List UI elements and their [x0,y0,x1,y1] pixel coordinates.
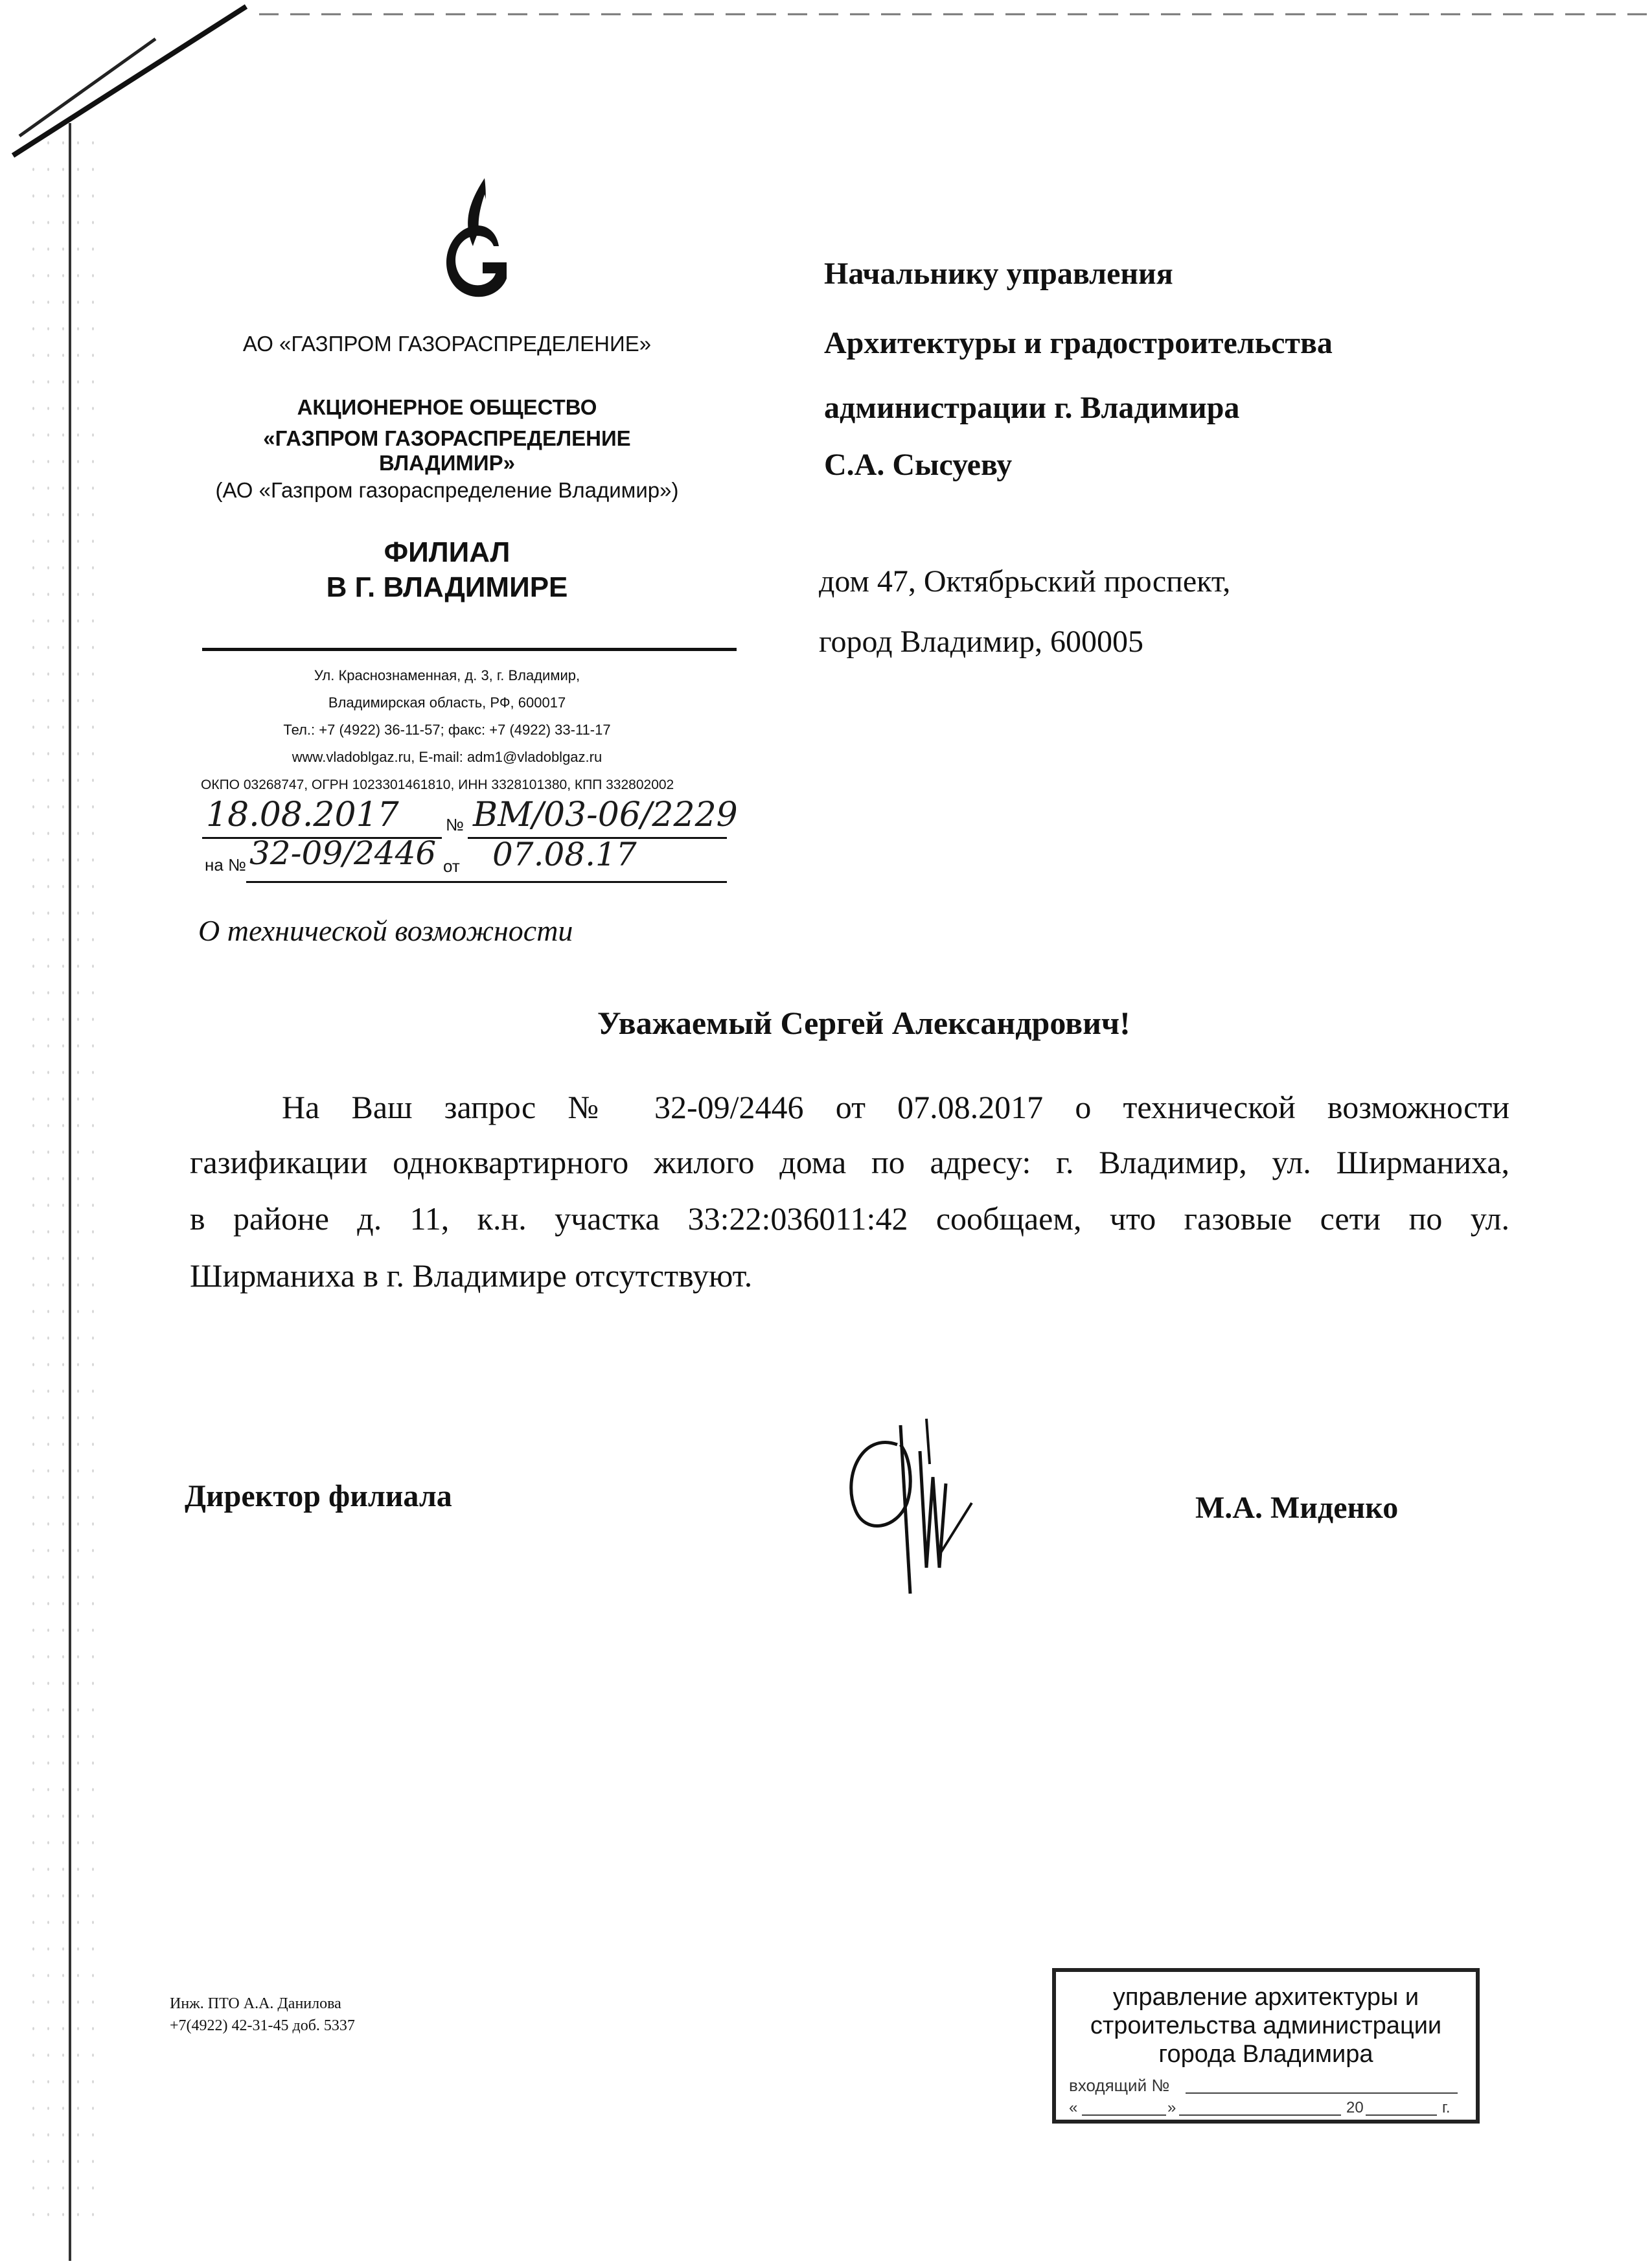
company-abbrev: (АО «Газпром газораспределение Владимир») [215,478,679,502]
signatory-name: М.А. Миденко [1195,1491,1399,1525]
body-line2: газификации одноквартирного жилого дома по адресу: г. Владимир, ул. Ширманиха, [190,1144,1509,1180]
scan-left-edge [69,123,71,2261]
stamp-date-close: » [1167,2099,1176,2116]
registration-no-label: № [446,815,464,834]
stamp-year-prefix: 20 [1346,2099,1364,2116]
signatory-position: Директор филиала [185,1479,452,1513]
letterhead-divider [202,648,737,651]
stamp-line2: строительства администрации [1090,2012,1442,2039]
stamp-date-open: « [1069,2099,1078,2116]
reference-line [246,881,727,883]
body-line4: Ширманиха в г. Владимире отсутствуют. [190,1257,753,1294]
phone-line: Тел.: +7 (4922) 36-11-57; факс: +7 (4922) 33-11-17 [283,722,611,738]
scan-noise [26,130,97,2235]
gazprom-flame-logo-icon [434,175,518,304]
stamp-line1: управление архитектуры и [1112,1984,1419,2011]
address-line2: Владимирская область, РФ, 600017 [328,694,566,711]
subject-line: О технической возможности [198,914,573,947]
executor-name: Инж. ПТО А.А. Данилова [170,1995,341,2012]
reference-number: 32-09/2446 [249,834,437,872]
addressee-line3: администрации г. Владимира [824,391,1240,425]
stamp-day-line [1082,2114,1166,2116]
joint-stock-line2: «ГАЗПРОМ ГАЗОРАСПРЕДЕЛЕНИЕ ВЛАДИМИР» [263,426,631,475]
addressee-address1: дом 47, Октябрьский проспект, [819,564,1231,599]
stamp-year-line [1366,2114,1437,2116]
stamp-month-line [1179,2114,1341,2116]
stamp-line3: города Владимира [1158,2041,1373,2068]
body-line1: На Ваш запрос № 32-09/2446 от 07.08.2017 о технической возможности [282,1089,1509,1125]
address-line1: Ул. Краснознаменная, д. 3, г. Владимир, [314,667,580,683]
addressee-line1: Начальнику управления [824,257,1173,291]
stamp-incoming-line [1186,2092,1458,2094]
registration-date: 18.08.2017 [206,796,399,834]
addressee-line2: Архитектуры и градостроительства [824,326,1333,360]
greeting: Уважаемый Сергей Александрович! [597,1005,1130,1041]
body-line3: в районе д. 11, к.н. участка 33:22:036011:42 сообщаем, что газовые сети по ул. [190,1200,1509,1237]
joint-stock-line1: АКЦИОНЕРНОЕ ОБЩЕСТВО [297,395,597,419]
addressee-line4: С.А. Сысуеву [824,448,1013,482]
outgoing-number: ВМ/03-06/2229 [473,796,738,834]
stamp-year-suffix: г. [1442,2099,1451,2116]
branch-line1: ФИЛИАЛ [384,536,511,568]
codes-line: ОКПО 03268747, ОГРН 1023301461810, ИНН 3328101380, КПП 332802002 [201,777,674,792]
reference-ot-label: от [443,856,460,876]
branch-line2: В Г. ВЛАДИМИРЕ [326,571,568,603]
scan-corner-fold [0,0,1652,168]
addressee-address2: город Владимир, 600005 [819,624,1143,659]
web-line: www.vladoblgaz.ru, E-mail: adm1@vladoblgaz.ru [292,749,602,765]
reference-date: 07.08.17 [492,836,637,873]
incoming-stamp [1052,1968,1480,2124]
executor-phone: +7(4922) 42-31-45 доб. 5337 [170,2017,355,2034]
company-short-name: АО «ГАЗПРОМ ГАЗОРАСПРЕДЕЛЕНИЕ» [242,332,652,356]
reference-label: на № [205,855,246,875]
handwritten-signature [836,1406,1004,1600]
stamp-incoming-label: входящий № [1069,2076,1170,2095]
